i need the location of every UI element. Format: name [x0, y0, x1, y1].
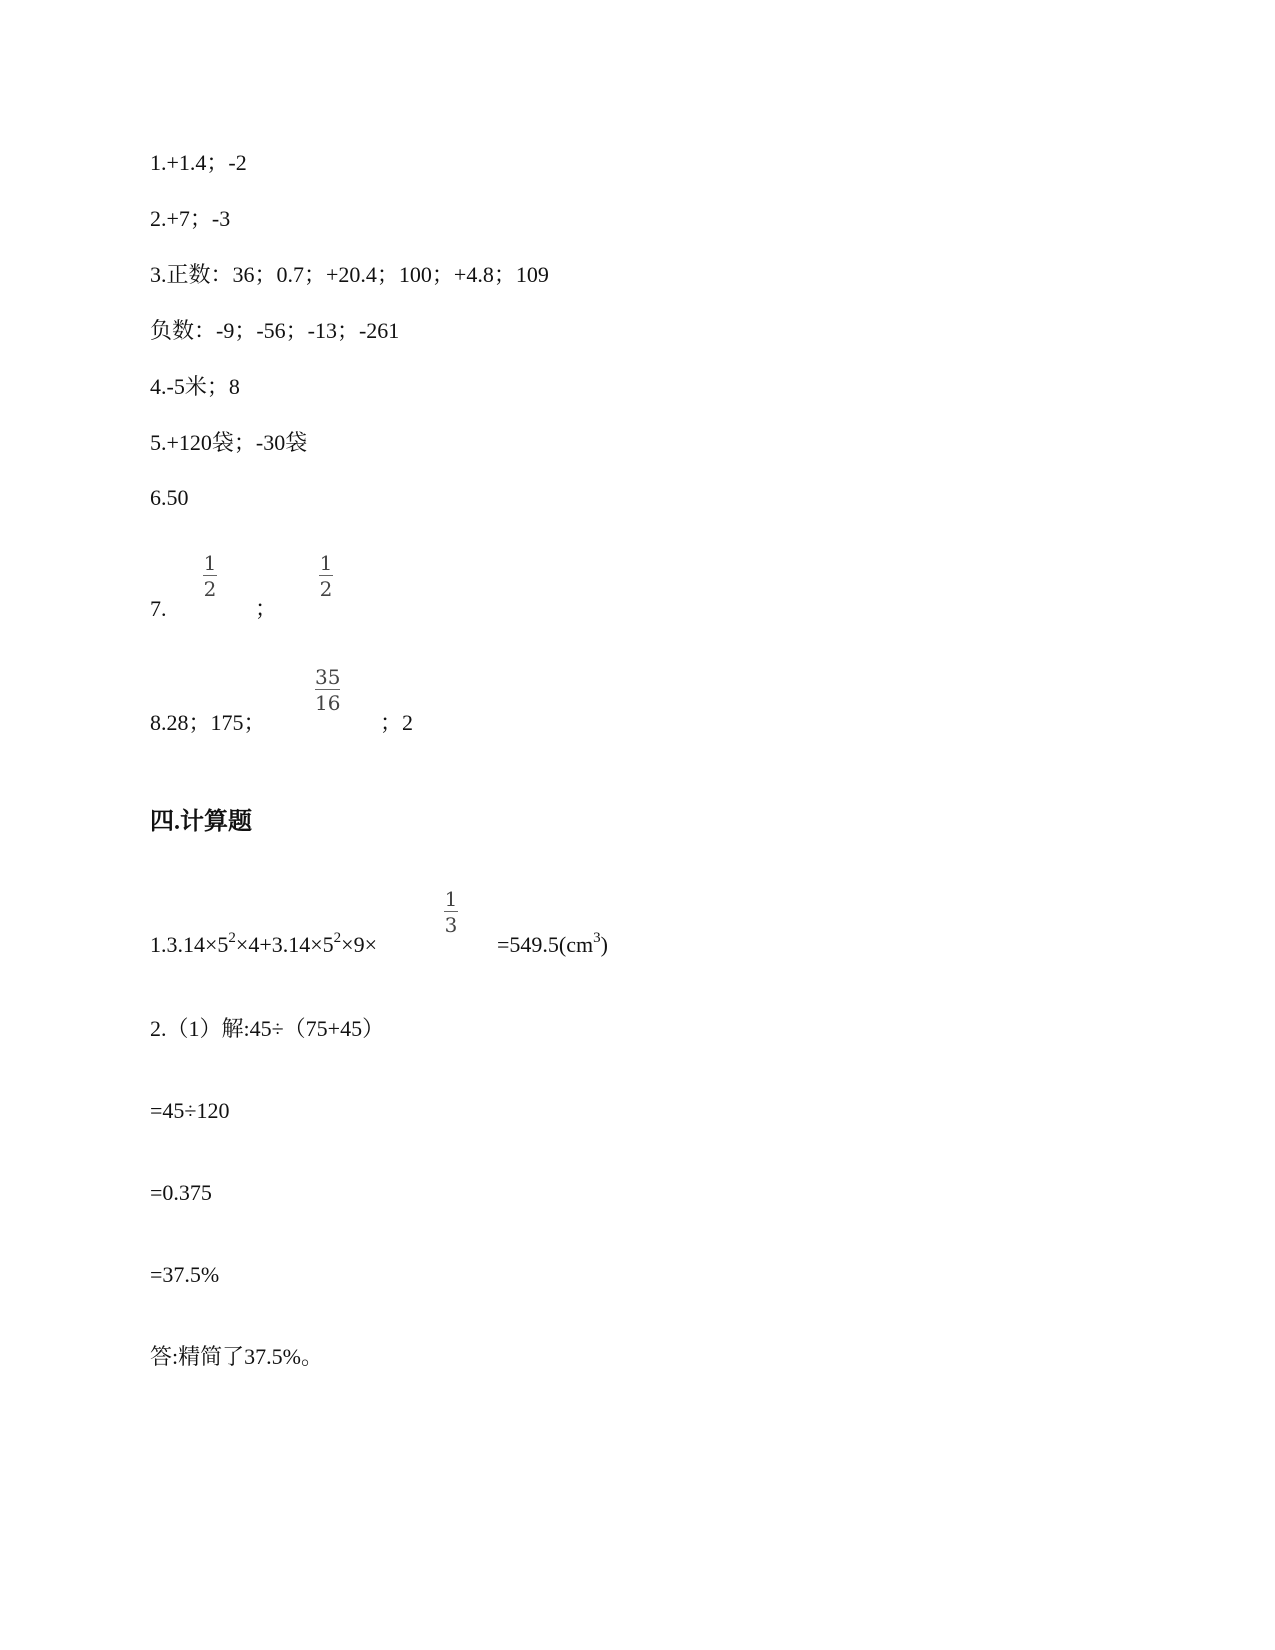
answer-3-negative: 负数：-9；-56；-13；-261 [150, 318, 400, 343]
calc-2-step-3: =0.375 [150, 1180, 212, 1205]
answer-2: 2.+7；-3 [150, 206, 231, 231]
calc-1-part-b: ×4+3.14×5 [235, 932, 334, 957]
answer-6: 6.50 [150, 485, 189, 510]
answer-8-prefix: 8.28；175； [150, 710, 266, 735]
fraction-bar [203, 575, 217, 576]
fraction-numerator: 1 [444, 887, 458, 911]
answer-1: 1.+1.4；-2 [150, 150, 247, 175]
answer-5: 5.+120袋；-30袋 [150, 430, 308, 455]
calc-2-step-4: =37.5% [150, 1262, 220, 1287]
fraction-denominator: 16 [315, 691, 341, 715]
calc-1-part-a: 1.3.14×5 [150, 932, 229, 957]
answer-7-separator: ； [255, 596, 278, 621]
fraction-denominator: 2 [319, 577, 333, 601]
fraction-bar [444, 911, 458, 912]
answer-3-positive: 3.正数：36；0.7；+20.4；100；+4.8；109 [150, 262, 549, 287]
exponent: 2 [228, 929, 236, 946]
calc-1-result-end: ) [600, 932, 608, 957]
calc-2-step-1: 2.（1）解:45÷（75+45） [150, 1016, 385, 1041]
exponent: 3 [593, 929, 601, 946]
calc-2-step-2: =45÷120 [150, 1098, 230, 1123]
calc-1-result-value: =549.5(cm [497, 932, 594, 957]
calc-1-result [497, 929, 608, 958]
fraction-1-2 [319, 552, 333, 600]
answer-8-suffix: ；2 [380, 710, 414, 735]
section-heading: 四.计算题 [150, 809, 252, 835]
fraction-1-2 [203, 552, 217, 600]
answer-4: 4.-5米；8 [150, 374, 240, 399]
fraction-bar [319, 575, 333, 576]
fraction-numerator: 35 [315, 665, 341, 689]
fraction-numerator: 1 [319, 551, 333, 575]
answer-7-label: 7. [150, 596, 167, 621]
fraction-denominator: 3 [444, 913, 458, 937]
fraction-bar [315, 689, 340, 690]
calc-1-expression [150, 929, 377, 958]
exponent: 2 [333, 929, 342, 946]
fraction-1-3 [444, 888, 458, 936]
calc-2-answer: 答:精简了37.5%。 [150, 1344, 323, 1369]
fraction-denominator: 2 [203, 577, 217, 601]
fraction-35-16 [315, 666, 340, 714]
calc-1-part-c: ×9× [341, 932, 377, 957]
fraction-numerator: 1 [203, 551, 217, 575]
